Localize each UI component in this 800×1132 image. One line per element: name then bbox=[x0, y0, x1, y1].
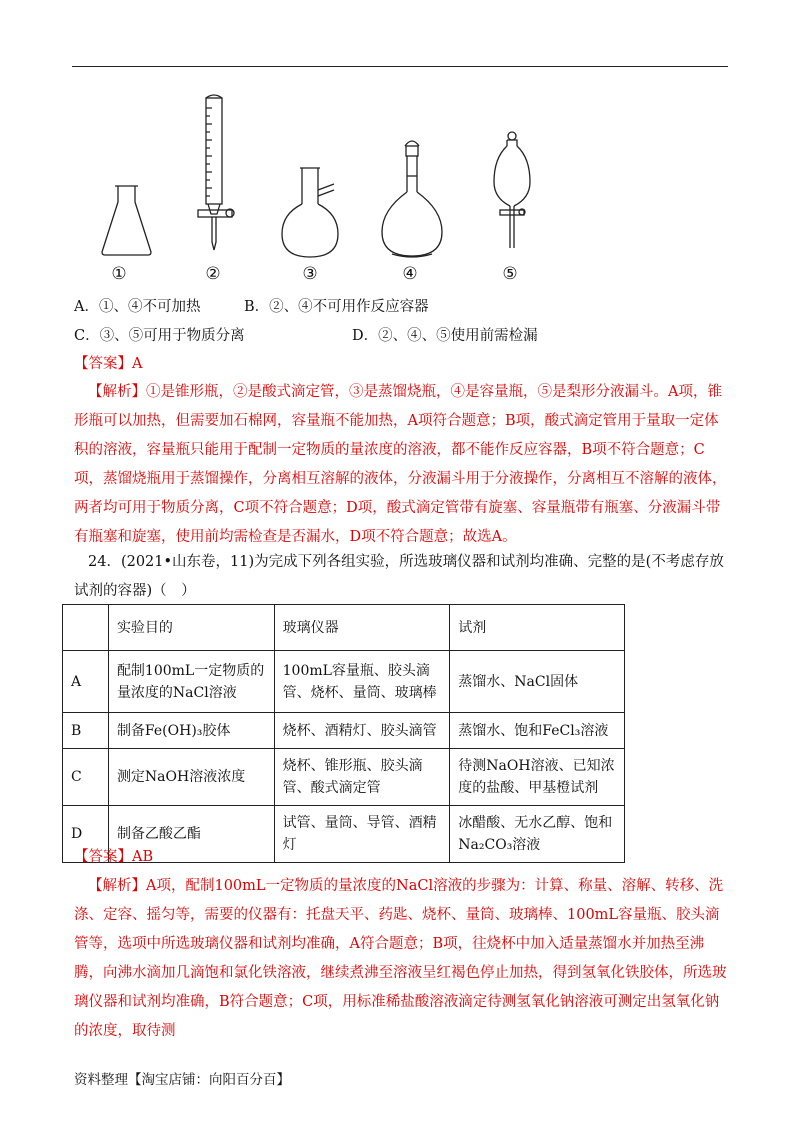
row-key: D bbox=[63, 806, 109, 863]
table-header-row bbox=[63, 605, 625, 651]
q23-option-d: D．②、④、⑤使用前需检漏 bbox=[352, 328, 538, 344]
table-header-cell: 玻璃仪器 bbox=[274, 605, 450, 651]
apparatus-figure bbox=[90, 92, 560, 292]
figure-label-5: ⑤ bbox=[502, 264, 518, 284]
table-row bbox=[63, 749, 625, 806]
row-glassware: 烧杯、锥形瓶、胶头滴管、酸式滴定管 bbox=[274, 749, 450, 806]
table-header-cell bbox=[63, 605, 109, 651]
figure-label-1: ① bbox=[111, 264, 127, 284]
q23-option-a: A．①、④不可加热 bbox=[74, 299, 201, 315]
table-row bbox=[63, 713, 625, 749]
q23-option-c: C．③、⑤可用于物质分离 bbox=[74, 328, 245, 344]
figure-label-4: ④ bbox=[402, 264, 418, 284]
answer-value: A bbox=[132, 356, 143, 372]
analysis-text: ①是锥形瓶，②是酸式滴定管，③是蒸馏烧瓶，④是容量瓶，⑤是梨形分液漏斗。A项，锥形瓶可以加热，但需要加石棉网，容量瓶不能加热，A项符合题意；B项，酸式滴定管用于量取一定体积的溶液，容量瓶只能用于配制一定物质的量浓度的溶液，都不能作反应容器，B项不符合题意；C项，蒸馏烧瓶用于蒸馏操作，分离相互溶解的液体，分液漏斗用于分液操作，分离相互不溶解的液体，两者均可用于物质分离，C项不符合题意；D项，酸式滴定管带有旋塞、容量瓶带有瓶塞、分液漏斗带有瓶塞和旋塞，使用前均需检查是否漏水，D项不符合题意；故选A。 bbox=[74, 384, 727, 545]
answer-tag: 【答案】 bbox=[74, 849, 132, 865]
row-key: B bbox=[63, 713, 109, 749]
experiment-table bbox=[62, 604, 625, 863]
answer-tag: 【答案】 bbox=[74, 356, 132, 372]
q23-analysis bbox=[74, 378, 728, 552]
table-header-cell: 实验目的 bbox=[108, 605, 274, 651]
row-reagent: 待测NaOH溶液、已知浓度的盐酸、甲基橙试剂 bbox=[450, 749, 625, 806]
q24-stem: 24．(2021•山东卷，11)为完成下列各组实验，所选玻璃仪器和试剂均准确、完整的是(不考虑存放试剂的容器)（ ） bbox=[74, 554, 724, 599]
figure-label-3: ③ bbox=[302, 264, 318, 284]
analysis-text: A项，配制100mL一定物质的量浓度的NaCl溶液的步骤为：计算、称量、溶解、转移、洗涤、定容、摇匀等，需要的仪器有：托盘天平、药匙、烧杯、量筒、玻璃棒、100mL容量瓶、胶头滴管等，选项中所选玻璃仪器和试剂均准确，A符合题意；B项，往烧杯中加入适量蒸馏水并加热至沸腾，向沸水滴加几滴饱和氯化铁溶液，继续煮沸至溶液呈红褐色停止加热，得到氢氧化铁胶体，所选玻璃仪器和试剂均准确，B符合题意；C项，用标准稀盐酸溶液滴定待测氢氧化钠溶液可测定出氢氧化钠的浓度，取待测 bbox=[74, 878, 727, 1039]
separatory-funnel-icon bbox=[494, 132, 530, 248]
analysis-tag: 【解析】 bbox=[88, 878, 146, 894]
page-footer: 资料整理【淘宝店铺：向阳百分百】 bbox=[74, 1072, 290, 1088]
row-glassware: 100mL容量瓶、胶头滴管、烧杯、量筒、玻璃棒 bbox=[274, 651, 450, 713]
row-reagent: 蒸馏水、NaCl固体 bbox=[450, 651, 625, 713]
q24-analysis bbox=[74, 872, 728, 1046]
table-header-cell: 试剂 bbox=[450, 605, 625, 651]
q24-answer bbox=[74, 843, 728, 872]
row-purpose: 制备乙酸乙酯 bbox=[108, 806, 274, 863]
table-row bbox=[63, 651, 625, 713]
row-purpose: 测定NaOH溶液浓度 bbox=[108, 749, 274, 806]
row-key: A bbox=[63, 651, 109, 713]
row-purpose: 配制100mL一定物质的量浓度的NaCl溶液 bbox=[108, 651, 274, 713]
analysis-tag: 【解析】 bbox=[88, 384, 146, 400]
row-glassware: 试管、量筒、导管、酒精灯 bbox=[274, 806, 450, 863]
conical-flask-icon bbox=[102, 186, 151, 255]
row-purpose: 制备Fe(OH)₃胶体 bbox=[108, 713, 274, 749]
header-rule bbox=[72, 66, 728, 67]
row-glassware: 烧杯、酒精灯、胶头滴管 bbox=[274, 713, 450, 749]
row-reagent: 蒸馏水、饱和FeCl₃溶液 bbox=[450, 713, 625, 749]
row-key: C bbox=[63, 749, 109, 806]
q23-answer bbox=[74, 350, 728, 379]
acid-burette-icon bbox=[198, 95, 234, 250]
row-reagent: 冰醋酸、无水乙醇、饱和Na₂CO₃溶液 bbox=[450, 806, 625, 863]
distillation-flask-icon bbox=[282, 168, 338, 257]
volumetric-flask-icon bbox=[382, 141, 442, 257]
figure-label-2: ② bbox=[205, 264, 221, 284]
q23-option-b: B．②、④不可用作反应容器 bbox=[244, 299, 429, 315]
answer-value: AB bbox=[132, 849, 154, 865]
